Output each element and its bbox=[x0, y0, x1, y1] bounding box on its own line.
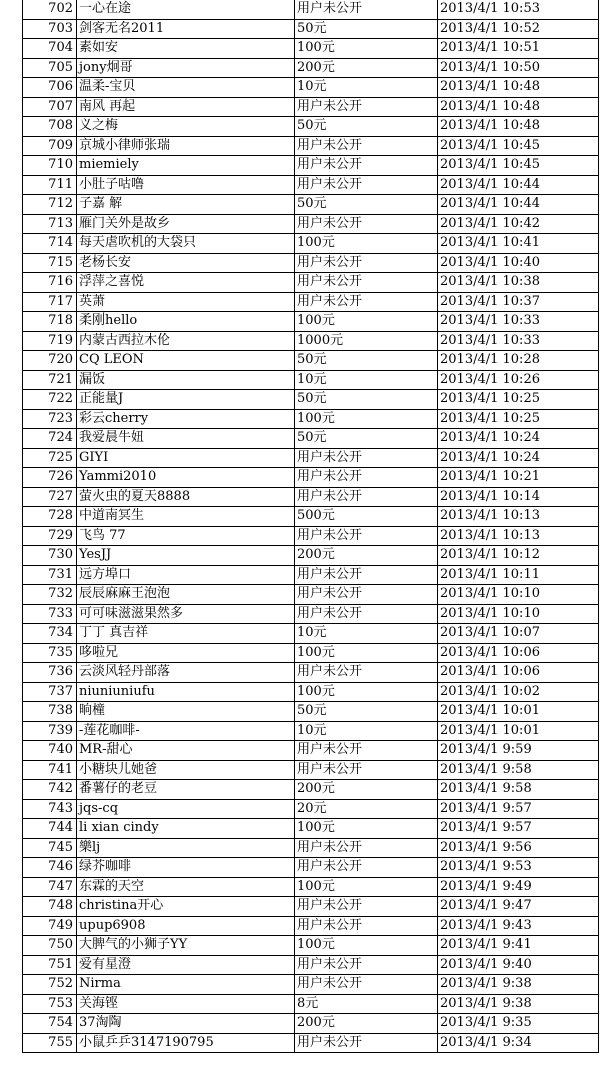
donation-amount: 用户未公开 bbox=[295, 526, 438, 546]
donor-name: 飞鸟 77 bbox=[77, 526, 295, 546]
donor-name: 每天虐吹机的大袋只 bbox=[77, 234, 295, 254]
table-row bbox=[23, 546, 599, 566]
row-number: 709 bbox=[23, 136, 77, 156]
donor-name: 正能量J bbox=[77, 390, 295, 410]
donation-amount: 200元 bbox=[295, 58, 438, 78]
donor-name: 大脾气的小狮子YY bbox=[77, 936, 295, 956]
table-row bbox=[23, 156, 599, 176]
donation-time: 2013/4/1 9:53 bbox=[438, 858, 599, 878]
donation-amount: 用户未公开 bbox=[295, 858, 438, 878]
row-number: 729 bbox=[23, 526, 77, 546]
donation-time: 2013/4/1 10:48 bbox=[438, 117, 599, 137]
donation-time: 2013/4/1 10:01 bbox=[438, 721, 599, 741]
row-number: 721 bbox=[23, 370, 77, 390]
donation-amount: 100元 bbox=[295, 819, 438, 839]
table-row bbox=[23, 624, 599, 644]
donation-time: 2013/4/1 10:33 bbox=[438, 312, 599, 332]
row-number: 713 bbox=[23, 214, 77, 234]
donor-name: upup6908 bbox=[77, 916, 295, 936]
table-row bbox=[23, 234, 599, 254]
donor-name: 漏饭 bbox=[77, 370, 295, 390]
row-number: 702 bbox=[23, 0, 77, 19]
row-number: 752 bbox=[23, 975, 77, 995]
table-row bbox=[23, 936, 599, 956]
donation-time: 2013/4/1 9:58 bbox=[438, 780, 599, 800]
table-row bbox=[23, 643, 599, 663]
donor-name: Yammi2010 bbox=[77, 468, 295, 488]
donation-amount: 用户未公开 bbox=[295, 975, 438, 995]
table-row bbox=[23, 760, 599, 780]
table-row bbox=[23, 136, 599, 156]
donation-time: 2013/4/1 10:42 bbox=[438, 214, 599, 234]
donor-name: 爱有星澄 bbox=[77, 955, 295, 975]
donation-amount: 10元 bbox=[295, 78, 438, 98]
donation-table-body bbox=[23, 0, 599, 1053]
donation-amount: 用户未公开 bbox=[295, 487, 438, 507]
donor-name: 浮萍之喜悦 bbox=[77, 273, 295, 293]
donation-amount: 用户未公开 bbox=[295, 741, 438, 761]
donation-time: 2013/4/1 10:24 bbox=[438, 448, 599, 468]
donor-name: 樂lj bbox=[77, 838, 295, 858]
donation-time: 2013/4/1 9:35 bbox=[438, 1014, 599, 1034]
table-row bbox=[23, 175, 599, 195]
donor-name: 可可味滋滋果然多 bbox=[77, 604, 295, 624]
row-number: 736 bbox=[23, 663, 77, 683]
donor-name: 义之梅 bbox=[77, 117, 295, 137]
row-number: 738 bbox=[23, 702, 77, 722]
row-number: 740 bbox=[23, 741, 77, 761]
row-number: 732 bbox=[23, 585, 77, 605]
donation-time: 2013/4/1 10:48 bbox=[438, 78, 599, 98]
row-number: 723 bbox=[23, 409, 77, 429]
donation-time: 2013/4/1 10:53 bbox=[438, 0, 599, 19]
donation-amount: 50元 bbox=[295, 117, 438, 137]
donation-time: 2013/4/1 9:47 bbox=[438, 897, 599, 917]
donation-amount: 200元 bbox=[295, 780, 438, 800]
donation-time: 2013/4/1 10:33 bbox=[438, 331, 599, 351]
donor-name: CQ LEON bbox=[77, 351, 295, 371]
row-number: 755 bbox=[23, 1033, 77, 1053]
donor-name: christina开心 bbox=[77, 897, 295, 917]
row-number: 734 bbox=[23, 624, 77, 644]
donation-time: 2013/4/1 9:34 bbox=[438, 1033, 599, 1053]
donation-time: 2013/4/1 10:02 bbox=[438, 682, 599, 702]
donation-time: 2013/4/1 10:25 bbox=[438, 390, 599, 410]
donation-amount: 用户未公开 bbox=[295, 292, 438, 312]
donation-amount: 用户未公开 bbox=[295, 175, 438, 195]
table-row bbox=[23, 1014, 599, 1034]
donation-amount: 用户未公开 bbox=[295, 838, 438, 858]
donation-amount: 用户未公开 bbox=[295, 565, 438, 585]
donation-time: 2013/4/1 10:25 bbox=[438, 409, 599, 429]
table-row bbox=[23, 487, 599, 507]
table-row bbox=[23, 741, 599, 761]
row-number: 716 bbox=[23, 273, 77, 293]
donor-name: 哆啦兄 bbox=[77, 643, 295, 663]
table-row bbox=[23, 39, 599, 59]
donation-amount: 200元 bbox=[295, 546, 438, 566]
donation-time: 2013/4/1 10:51 bbox=[438, 39, 599, 59]
table-row bbox=[23, 565, 599, 585]
table-row bbox=[23, 702, 599, 722]
table-row bbox=[23, 253, 599, 273]
table-row bbox=[23, 526, 599, 546]
row-number: 712 bbox=[23, 195, 77, 215]
donor-name: 小鼠乒乒3147190795 bbox=[77, 1033, 295, 1053]
donation-time: 2013/4/1 10:40 bbox=[438, 253, 599, 273]
table-row bbox=[23, 721, 599, 741]
donation-time: 2013/4/1 10:10 bbox=[438, 604, 599, 624]
table-row bbox=[23, 351, 599, 371]
row-number: 748 bbox=[23, 897, 77, 917]
table-row bbox=[23, 682, 599, 702]
row-number: 742 bbox=[23, 780, 77, 800]
row-number: 744 bbox=[23, 819, 77, 839]
row-number: 711 bbox=[23, 175, 77, 195]
donation-time: 2013/4/1 10:13 bbox=[438, 526, 599, 546]
row-number: 751 bbox=[23, 955, 77, 975]
row-number: 710 bbox=[23, 156, 77, 176]
donor-name: 萤火虫的夏天8888 bbox=[77, 487, 295, 507]
donor-name: 绿芥咖啡 bbox=[77, 858, 295, 878]
donation-time: 2013/4/1 10:38 bbox=[438, 273, 599, 293]
row-number: 746 bbox=[23, 858, 77, 878]
row-number: 737 bbox=[23, 682, 77, 702]
donation-amount: 20元 bbox=[295, 799, 438, 819]
table-row bbox=[23, 429, 599, 449]
donation-time: 2013/4/1 9:57 bbox=[438, 819, 599, 839]
table-row bbox=[23, 117, 599, 137]
row-number: 718 bbox=[23, 312, 77, 332]
table-row bbox=[23, 78, 599, 98]
donation-amount: 8元 bbox=[295, 994, 438, 1014]
donation-time: 2013/4/1 10:14 bbox=[438, 487, 599, 507]
donor-name: jony炯哥 bbox=[77, 58, 295, 78]
donation-time: 2013/4/1 9:59 bbox=[438, 741, 599, 761]
donation-time: 2013/4/1 10:12 bbox=[438, 546, 599, 566]
table-row bbox=[23, 955, 599, 975]
donation-amount: 用户未公开 bbox=[295, 0, 438, 19]
donation-amount: 100元 bbox=[295, 39, 438, 59]
table-row bbox=[23, 468, 599, 488]
donor-name: GIYI bbox=[77, 448, 295, 468]
table-row bbox=[23, 916, 599, 936]
donation-time: 2013/4/1 10:06 bbox=[438, 643, 599, 663]
table-row bbox=[23, 858, 599, 878]
donor-name: 彩云cherry bbox=[77, 409, 295, 429]
row-number: 719 bbox=[23, 331, 77, 351]
table-row bbox=[23, 994, 599, 1014]
table-row bbox=[23, 1033, 599, 1053]
donor-name: niuniuniufu bbox=[77, 682, 295, 702]
row-number: 727 bbox=[23, 487, 77, 507]
table-row bbox=[23, 0, 599, 19]
donor-name: 东霖的天空 bbox=[77, 877, 295, 897]
donation-time: 2013/4/1 10:44 bbox=[438, 195, 599, 215]
donation-amount: 50元 bbox=[295, 429, 438, 449]
donor-name: li xian cindy bbox=[77, 819, 295, 839]
donor-name: 小肚子咕噜 bbox=[77, 175, 295, 195]
table-row bbox=[23, 585, 599, 605]
row-number: 747 bbox=[23, 877, 77, 897]
donation-amount: 100元 bbox=[295, 877, 438, 897]
donation-time: 2013/4/1 10:28 bbox=[438, 351, 599, 371]
donation-amount: 用户未公开 bbox=[295, 156, 438, 176]
table-row bbox=[23, 19, 599, 39]
donation-time: 2013/4/1 10:01 bbox=[438, 702, 599, 722]
table-row bbox=[23, 799, 599, 819]
donation-amount: 用户未公开 bbox=[295, 897, 438, 917]
donor-name: 小糖块儿她爸 bbox=[77, 760, 295, 780]
donation-amount: 100元 bbox=[295, 682, 438, 702]
donation-time: 2013/4/1 10:45 bbox=[438, 136, 599, 156]
donor-name: 雁门关外是故乡 bbox=[77, 214, 295, 234]
donation-amount: 100元 bbox=[295, 409, 438, 429]
donor-name: 柔刚hello bbox=[77, 312, 295, 332]
donation-amount: 用户未公开 bbox=[295, 214, 438, 234]
row-number: 754 bbox=[23, 1014, 77, 1034]
row-number: 753 bbox=[23, 994, 77, 1014]
donor-name: 中道南冥生 bbox=[77, 507, 295, 527]
donation-time: 2013/4/1 10:13 bbox=[438, 507, 599, 527]
donor-name: 一心在途 bbox=[77, 0, 295, 19]
donor-name: 子嘉 解 bbox=[77, 195, 295, 215]
table-row bbox=[23, 448, 599, 468]
donor-name: 37淘陶 bbox=[77, 1014, 295, 1034]
row-number: 745 bbox=[23, 838, 77, 858]
table-row bbox=[23, 409, 599, 429]
donor-name: jqs-cq bbox=[77, 799, 295, 819]
table-row bbox=[23, 897, 599, 917]
donation-table bbox=[22, 0, 599, 1053]
donor-name: 晌橦 bbox=[77, 702, 295, 722]
donor-name: 老杨长安 bbox=[77, 253, 295, 273]
donor-name: 南风 再起 bbox=[77, 97, 295, 117]
table-row bbox=[23, 97, 599, 117]
donor-name: Nirma bbox=[77, 975, 295, 995]
donation-amount: 用户未公开 bbox=[295, 760, 438, 780]
row-number: 739 bbox=[23, 721, 77, 741]
donation-amount: 50元 bbox=[295, 390, 438, 410]
row-number: 750 bbox=[23, 936, 77, 956]
row-number: 705 bbox=[23, 58, 77, 78]
donation-time: 2013/4/1 10:06 bbox=[438, 663, 599, 683]
table-row bbox=[23, 58, 599, 78]
donation-amount: 100元 bbox=[295, 234, 438, 254]
row-number: 749 bbox=[23, 916, 77, 936]
row-number: 722 bbox=[23, 390, 77, 410]
donation-time: 2013/4/1 10:41 bbox=[438, 234, 599, 254]
donation-time: 2013/4/1 10:45 bbox=[438, 156, 599, 176]
table-row bbox=[23, 604, 599, 624]
row-number: 720 bbox=[23, 351, 77, 371]
donation-time: 2013/4/1 10:50 bbox=[438, 58, 599, 78]
table-row bbox=[23, 195, 599, 215]
donation-amount: 用户未公开 bbox=[295, 253, 438, 273]
donation-amount: 10元 bbox=[295, 721, 438, 741]
donation-amount: 用户未公开 bbox=[295, 273, 438, 293]
donation-time: 2013/4/1 10:26 bbox=[438, 370, 599, 390]
donation-time: 2013/4/1 9:57 bbox=[438, 799, 599, 819]
donation-amount: 用户未公开 bbox=[295, 585, 438, 605]
donation-time: 2013/4/1 10:21 bbox=[438, 468, 599, 488]
donor-name: 丁丁 真吉祥 bbox=[77, 624, 295, 644]
donor-name: 剑客无名2011 bbox=[77, 19, 295, 39]
table-row bbox=[23, 390, 599, 410]
donation-amount: 1000元 bbox=[295, 331, 438, 351]
donation-time: 2013/4/1 10:44 bbox=[438, 175, 599, 195]
donor-name: 素如安 bbox=[77, 39, 295, 59]
donation-amount: 用户未公开 bbox=[295, 136, 438, 156]
donor-name: MR-甜心 bbox=[77, 741, 295, 761]
table-row bbox=[23, 312, 599, 332]
donation-amount: 10元 bbox=[295, 370, 438, 390]
row-number: 733 bbox=[23, 604, 77, 624]
donation-amount: 用户未公开 bbox=[295, 1033, 438, 1053]
row-number: 741 bbox=[23, 760, 77, 780]
table-row bbox=[23, 331, 599, 351]
table-row bbox=[23, 214, 599, 234]
donation-amount: 用户未公开 bbox=[295, 916, 438, 936]
donation-time: 2013/4/1 9:38 bbox=[438, 975, 599, 995]
table-row bbox=[23, 838, 599, 858]
donation-amount: 50元 bbox=[295, 702, 438, 722]
donation-time: 2013/4/1 10:24 bbox=[438, 429, 599, 449]
row-number: 706 bbox=[23, 78, 77, 98]
donor-name: 番薯仔的老豆 bbox=[77, 780, 295, 800]
donor-name: 内蒙古西拉木伦 bbox=[77, 331, 295, 351]
row-number: 724 bbox=[23, 429, 77, 449]
row-number: 715 bbox=[23, 253, 77, 273]
donation-amount: 100元 bbox=[295, 312, 438, 332]
row-number: 735 bbox=[23, 643, 77, 663]
donation-amount: 500元 bbox=[295, 507, 438, 527]
table-row bbox=[23, 975, 599, 995]
row-number: 714 bbox=[23, 234, 77, 254]
donation-amount: 用户未公开 bbox=[295, 97, 438, 117]
donation-amount: 200元 bbox=[295, 1014, 438, 1034]
donation-amount: 100元 bbox=[295, 643, 438, 663]
donation-time: 2013/4/1 10:48 bbox=[438, 97, 599, 117]
donation-time: 2013/4/1 9:41 bbox=[438, 936, 599, 956]
row-number: 708 bbox=[23, 117, 77, 137]
donation-time: 2013/4/1 9:40 bbox=[438, 955, 599, 975]
donor-name: 英萧 bbox=[77, 292, 295, 312]
table-row bbox=[23, 370, 599, 390]
donor-name: 远方埠口 bbox=[77, 565, 295, 585]
donor-name: 我爱晨牛妞 bbox=[77, 429, 295, 449]
donation-time: 2013/4/1 9:38 bbox=[438, 994, 599, 1014]
row-number: 725 bbox=[23, 448, 77, 468]
donation-time: 2013/4/1 9:58 bbox=[438, 760, 599, 780]
donation-amount: 50元 bbox=[295, 195, 438, 215]
row-number: 703 bbox=[23, 19, 77, 39]
donor-name: 云淡风轻丹部落 bbox=[77, 663, 295, 683]
donation-amount: 用户未公开 bbox=[295, 468, 438, 488]
row-number: 743 bbox=[23, 799, 77, 819]
donation-time: 2013/4/1 9:49 bbox=[438, 877, 599, 897]
donation-amount: 100元 bbox=[295, 936, 438, 956]
table-row bbox=[23, 273, 599, 293]
table-row bbox=[23, 663, 599, 683]
donor-name: YesJJ bbox=[77, 546, 295, 566]
donation-time: 2013/4/1 10:07 bbox=[438, 624, 599, 644]
donation-amount: 用户未公开 bbox=[295, 604, 438, 624]
donation-time: 2013/4/1 10:10 bbox=[438, 585, 599, 605]
table-row bbox=[23, 507, 599, 527]
row-number: 704 bbox=[23, 39, 77, 59]
donation-amount: 50元 bbox=[295, 351, 438, 371]
donation-time: 2013/4/1 9:43 bbox=[438, 916, 599, 936]
donation-amount: 50元 bbox=[295, 19, 438, 39]
donation-time: 2013/4/1 9:56 bbox=[438, 838, 599, 858]
donor-name: miemiely bbox=[77, 156, 295, 176]
table-row bbox=[23, 819, 599, 839]
donor-name: 辰辰麻麻王泡泡 bbox=[77, 585, 295, 605]
donation-time: 2013/4/1 10:37 bbox=[438, 292, 599, 312]
row-number: 731 bbox=[23, 565, 77, 585]
donor-name: -莲花咖啡- bbox=[77, 721, 295, 741]
donation-time: 2013/4/1 10:52 bbox=[438, 19, 599, 39]
donor-name: 温柔-宝贝 bbox=[77, 78, 295, 98]
table-row bbox=[23, 292, 599, 312]
row-number: 730 bbox=[23, 546, 77, 566]
donation-time: 2013/4/1 10:11 bbox=[438, 565, 599, 585]
table-row bbox=[23, 780, 599, 800]
donation-amount: 用户未公开 bbox=[295, 663, 438, 683]
donor-name: 京城小律师张瑞 bbox=[77, 136, 295, 156]
donation-amount: 10元 bbox=[295, 624, 438, 644]
donor-name: 关海铿 bbox=[77, 994, 295, 1014]
row-number: 726 bbox=[23, 468, 77, 488]
row-number: 707 bbox=[23, 97, 77, 117]
donation-amount: 用户未公开 bbox=[295, 448, 438, 468]
table-row bbox=[23, 877, 599, 897]
row-number: 728 bbox=[23, 507, 77, 527]
donation-amount: 用户未公开 bbox=[295, 955, 438, 975]
row-number: 717 bbox=[23, 292, 77, 312]
